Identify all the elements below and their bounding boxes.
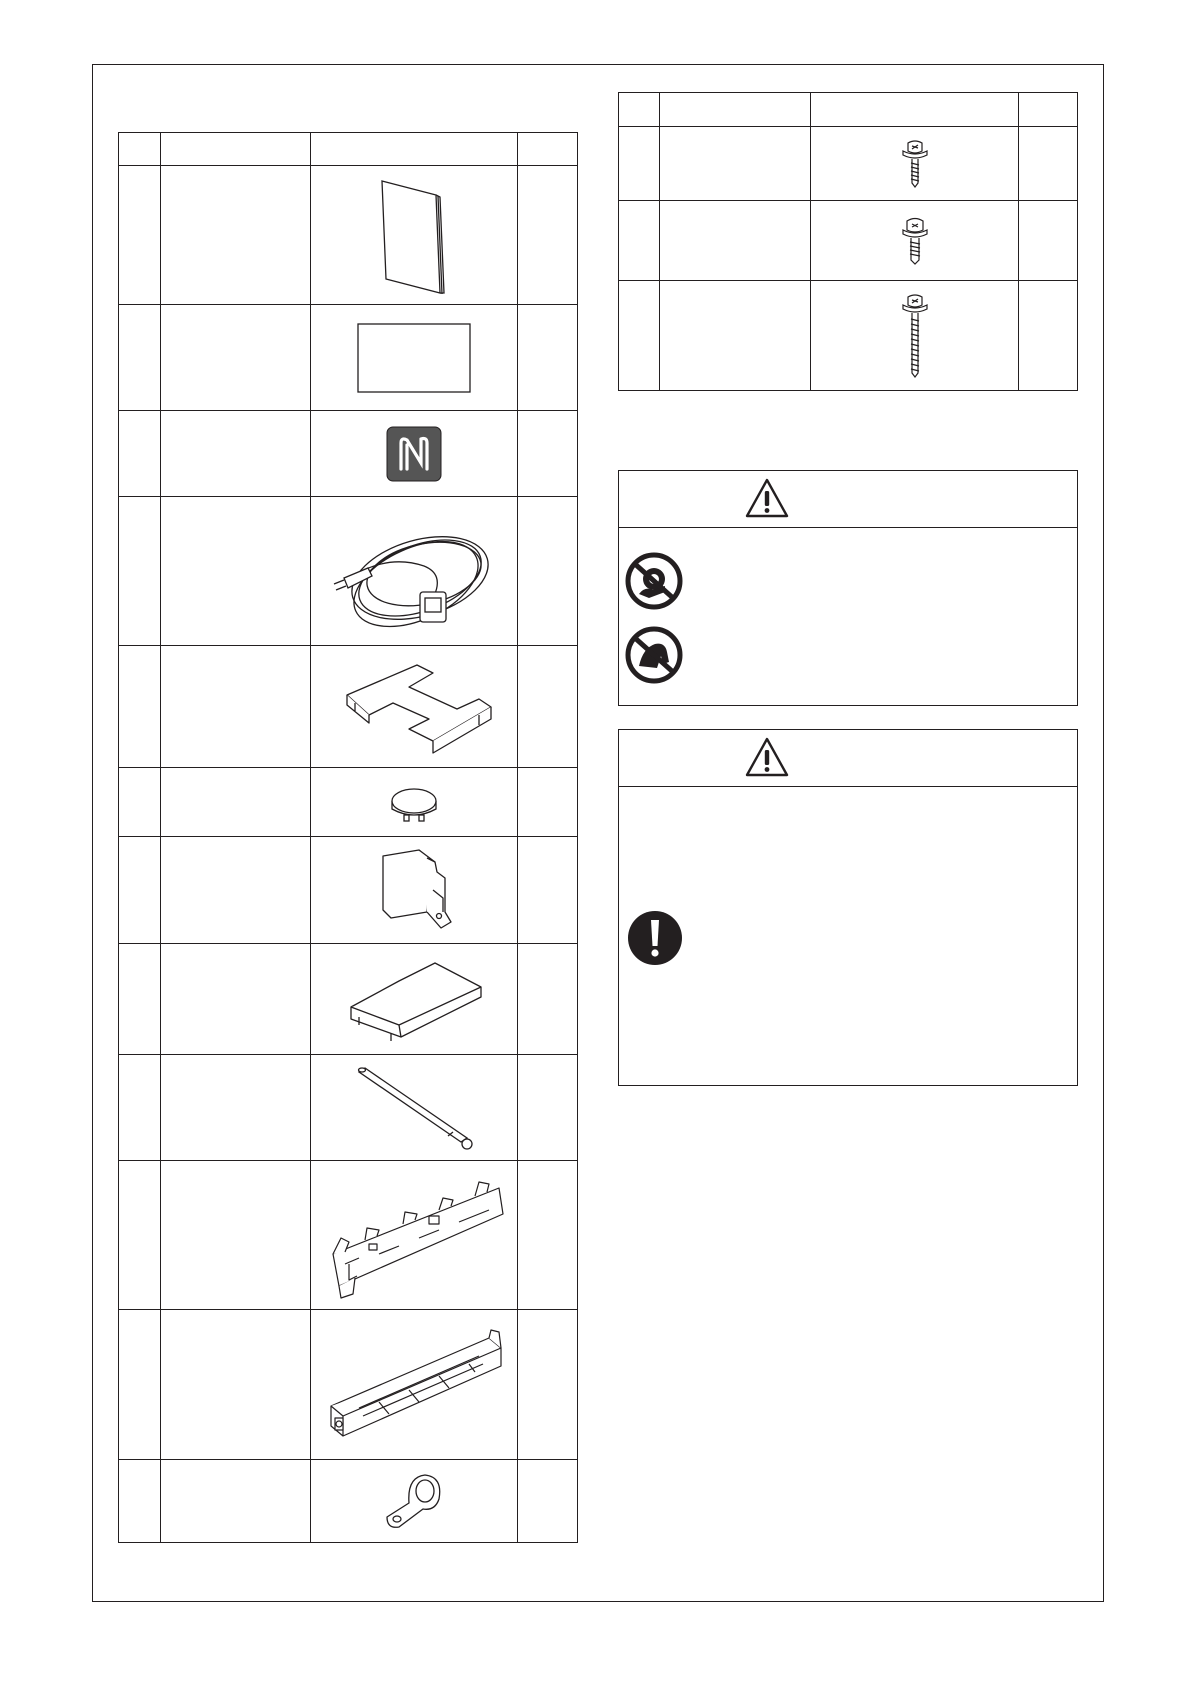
table-row bbox=[119, 837, 578, 944]
row-number-cell bbox=[119, 1161, 161, 1310]
part-name-cell bbox=[660, 127, 811, 201]
part-shape-cell bbox=[311, 1310, 518, 1460]
header-cell-no bbox=[119, 133, 161, 166]
warning-header bbox=[619, 471, 1077, 528]
warning-triangle-icon bbox=[744, 736, 790, 778]
cover-piece-illustration bbox=[339, 951, 489, 1047]
row-number-cell bbox=[119, 1460, 161, 1543]
table-row bbox=[119, 411, 578, 497]
table-row bbox=[119, 768, 578, 837]
part-name-cell bbox=[161, 305, 311, 411]
part-name-cell bbox=[161, 1310, 311, 1460]
quantity-cell bbox=[518, 166, 578, 305]
table-row bbox=[119, 497, 578, 646]
row-number-cell bbox=[119, 944, 161, 1055]
part-shape-cell bbox=[311, 305, 518, 411]
parts-table-left bbox=[118, 132, 578, 1543]
no-disassembly-icon bbox=[625, 552, 683, 610]
table-row bbox=[119, 944, 578, 1055]
part-shape-cell bbox=[311, 1055, 518, 1161]
part-shape-cell bbox=[311, 1460, 518, 1543]
screw-short-icon bbox=[900, 139, 930, 189]
screw-medium-icon bbox=[900, 216, 930, 266]
warning-triangle-icon bbox=[744, 477, 790, 519]
table-row bbox=[119, 1161, 578, 1310]
mandatory-action-icon bbox=[627, 910, 683, 966]
part-shape-cell bbox=[311, 944, 518, 1055]
table-row bbox=[119, 646, 578, 768]
cover-plate-illustration bbox=[329, 657, 499, 757]
row-number-cell bbox=[119, 768, 161, 837]
row-number-cell bbox=[119, 166, 161, 305]
label-sheet-illustration bbox=[356, 322, 472, 394]
header-cell-name bbox=[660, 93, 811, 127]
part-name-cell bbox=[161, 1460, 311, 1543]
quantity-cell bbox=[518, 1055, 578, 1161]
quantity-cell bbox=[1019, 127, 1078, 201]
cap-illustration bbox=[384, 779, 444, 825]
nfc-mark-icon bbox=[385, 425, 443, 483]
quantity-cell bbox=[518, 305, 578, 411]
part-shape-cell bbox=[311, 166, 518, 305]
table-header-row bbox=[619, 93, 1078, 127]
quantity-cell bbox=[518, 411, 578, 497]
quantity-cell bbox=[518, 646, 578, 768]
table-row bbox=[119, 1055, 578, 1161]
quantity-cell bbox=[518, 1161, 578, 1310]
caution-header bbox=[619, 730, 1077, 787]
screw-long-icon bbox=[900, 293, 930, 379]
row-number-cell bbox=[119, 1310, 161, 1460]
row-number-cell bbox=[119, 837, 161, 944]
cable-clamp-illustration bbox=[379, 1469, 449, 1533]
warning-box bbox=[618, 470, 1078, 706]
part-shape-cell bbox=[311, 497, 518, 646]
row-number-cell bbox=[119, 1055, 161, 1161]
no-contact-icon bbox=[625, 626, 683, 684]
part-name-cell bbox=[161, 1161, 311, 1310]
row-number-cell bbox=[619, 201, 660, 281]
table-row bbox=[619, 201, 1078, 281]
row-number-cell bbox=[619, 281, 660, 391]
part-name-cell bbox=[161, 1055, 311, 1161]
row-number-cell bbox=[119, 411, 161, 497]
row-number-cell bbox=[119, 646, 161, 768]
manual-booklet-illustration bbox=[374, 175, 454, 295]
guide-rail-illustration bbox=[319, 1318, 509, 1452]
table-row bbox=[119, 166, 578, 305]
table-row bbox=[619, 281, 1078, 391]
quantity-cell bbox=[1019, 281, 1078, 391]
table-row bbox=[119, 305, 578, 411]
caution-box bbox=[618, 729, 1078, 1086]
part-name-cell bbox=[161, 837, 311, 944]
part-name-cell bbox=[161, 497, 311, 646]
part-shape-cell bbox=[311, 768, 518, 837]
row-number-cell bbox=[119, 497, 161, 646]
row-number-cell bbox=[119, 305, 161, 411]
cover-bracket-illustration bbox=[369, 842, 459, 938]
header-cell-shape bbox=[811, 93, 1019, 127]
table-header-row bbox=[119, 133, 578, 166]
header-cell-no bbox=[619, 93, 660, 127]
part-shape-cell bbox=[311, 646, 518, 768]
quantity-cell bbox=[518, 837, 578, 944]
part-name-cell bbox=[660, 201, 811, 281]
row-number-cell bbox=[619, 127, 660, 201]
part-shape-cell bbox=[811, 127, 1019, 201]
parts-table-right bbox=[618, 92, 1078, 391]
part-shape-cell bbox=[811, 201, 1019, 281]
part-name-cell bbox=[161, 411, 311, 497]
header-cell-name bbox=[161, 133, 311, 166]
power-cord-illustration bbox=[324, 506, 504, 636]
part-shape-cell bbox=[311, 411, 518, 497]
header-cell-qty bbox=[1019, 93, 1078, 127]
part-name-cell bbox=[161, 768, 311, 837]
table-row bbox=[119, 1460, 578, 1543]
quantity-cell bbox=[518, 1310, 578, 1460]
part-shape-cell bbox=[311, 837, 518, 944]
part-name-cell bbox=[161, 944, 311, 1055]
quantity-cell bbox=[518, 1460, 578, 1543]
header-cell-qty bbox=[518, 133, 578, 166]
part-name-cell bbox=[161, 646, 311, 768]
part-name-cell bbox=[660, 281, 811, 391]
table-row bbox=[119, 1310, 578, 1460]
mounting-rail-illustration bbox=[319, 1168, 509, 1302]
quantity-cell bbox=[518, 944, 578, 1055]
quantity-cell bbox=[1019, 201, 1078, 281]
quantity-cell bbox=[518, 497, 578, 646]
header-cell-shape bbox=[311, 133, 518, 166]
quantity-cell bbox=[518, 768, 578, 837]
antenna-rod-illustration bbox=[349, 1064, 479, 1152]
part-name-cell bbox=[161, 166, 311, 305]
part-shape-cell bbox=[311, 1161, 518, 1310]
table-row bbox=[619, 127, 1078, 201]
part-shape-cell bbox=[811, 281, 1019, 391]
